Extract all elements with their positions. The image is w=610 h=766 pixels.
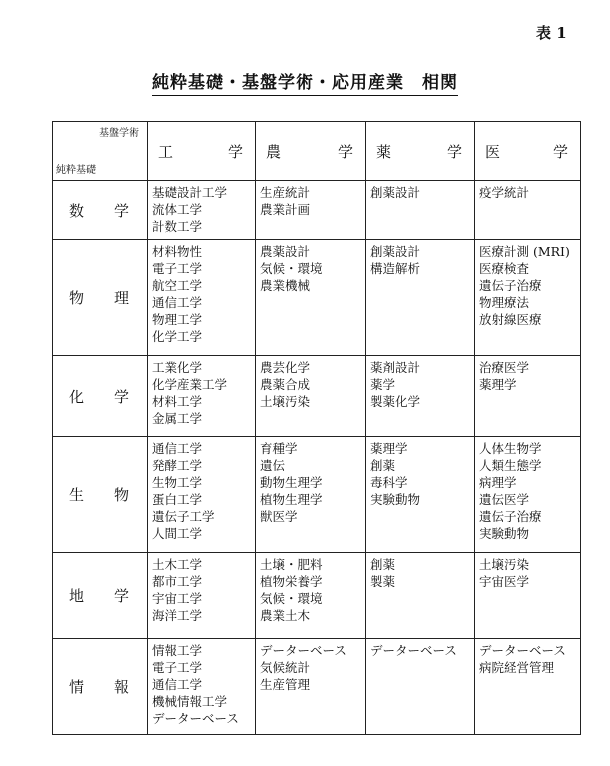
table-cell — [366, 240, 475, 356]
cell-item: 気候・環境 — [260, 261, 323, 276]
cell-item: 材料物性 — [152, 244, 203, 259]
column-header-agriculture: 農 学 — [256, 122, 366, 181]
cell-item: 実験動物 — [370, 492, 421, 507]
cell-item: 化学産業工学 — [152, 377, 228, 392]
cell-item: 放射線医療 — [479, 312, 542, 327]
corner-top-label: 基盤学術 — [99, 128, 139, 139]
cell-item: 植物生理学 — [260, 492, 323, 507]
table-row — [53, 553, 581, 639]
cell-item: データーベース — [370, 643, 457, 658]
cell-item: 動物生理学 — [260, 475, 323, 490]
cell-item: 医療検査 — [479, 261, 530, 276]
row-header: 化 学 — [53, 356, 148, 437]
table-cell — [475, 240, 581, 356]
cell-item: 宇宙医学 — [479, 574, 530, 589]
cell-item: 創薬設計 — [370, 244, 421, 259]
cell-item: 人類生態学 — [479, 458, 542, 473]
table-cell — [256, 437, 366, 553]
row-header: 数 学 — [53, 181, 148, 240]
cell-item: 宇宙工学 — [152, 591, 203, 606]
cell-item: 気候・環境 — [260, 591, 323, 606]
cell-item: 物理療法 — [479, 295, 530, 310]
row-header: 生 物 — [53, 437, 148, 553]
cell-item: 薬学 — [370, 377, 396, 392]
cell-item: 遺伝子治療 — [479, 509, 542, 524]
cell-item: 都市工学 — [152, 574, 203, 589]
cell-item: 実験動物 — [479, 526, 530, 541]
cell-item: 流体工学 — [152, 202, 203, 217]
table-cell — [366, 437, 475, 553]
cell-item: 材料工学 — [152, 394, 203, 409]
cell-item: 人体生物学 — [479, 441, 542, 456]
cell-item: 植物栄養学 — [260, 574, 323, 589]
cell-item: 生産統計 — [260, 185, 311, 200]
cell-item: 創薬 — [370, 458, 396, 473]
cell-item: 海洋工学 — [152, 608, 203, 623]
cell-item: 創薬設計 — [370, 185, 421, 200]
cell-item: 農芸化学 — [260, 360, 311, 375]
table-cell — [148, 181, 256, 240]
corner-cell — [53, 122, 148, 181]
row-header: 地 学 — [53, 553, 148, 639]
cell-item: 病理学 — [479, 475, 517, 490]
column-header-pharmacy: 薬 学 — [366, 122, 475, 181]
row-header: 物 理 — [53, 240, 148, 356]
table-cell — [366, 639, 475, 735]
cell-item: 土木工学 — [152, 557, 203, 572]
cell-item: 農薬合成 — [260, 377, 311, 392]
cell-item: 疫学統計 — [479, 185, 530, 200]
table-cell — [148, 437, 256, 553]
cell-item: 通信工学 — [152, 295, 203, 310]
cell-item: 遺伝子工学 — [152, 509, 215, 524]
cell-item: 農業計画 — [260, 202, 311, 217]
table-number: 表 1 — [536, 24, 567, 42]
cell-item: 化学工学 — [152, 329, 203, 344]
table-cell — [148, 240, 256, 356]
cell-item: データーベース — [479, 643, 566, 658]
table-cell — [256, 240, 366, 356]
cell-item: 構造解析 — [370, 261, 421, 276]
cell-item: 電子工学 — [152, 660, 203, 675]
cell-item: 物理工学 — [152, 312, 203, 327]
cell-item: 電子工学 — [152, 261, 203, 276]
cell-item: 土壌・肥料 — [260, 557, 323, 572]
page-title: 純粋基礎・基盤学術・応用産業 相関 — [0, 68, 610, 93]
correlation-table — [52, 121, 581, 735]
table-row — [53, 181, 581, 240]
cell-item: 土壌汚染 — [479, 557, 530, 572]
cell-item: 製薬 — [370, 574, 396, 589]
table-cell — [256, 553, 366, 639]
cell-item: 薬理学 — [479, 377, 517, 392]
cell-item: 通信工学 — [152, 677, 203, 692]
cell-item: 情報工学 — [152, 643, 203, 658]
cell-item: 農業機械 — [260, 278, 311, 293]
table-row — [53, 639, 581, 735]
cell-item: 遺伝医学 — [479, 492, 530, 507]
cell-item: 薬理学 — [370, 441, 408, 456]
cell-item: 医療計測 (MRI) — [479, 244, 570, 259]
table-cell — [148, 553, 256, 639]
row-header: 情 報 — [53, 639, 148, 735]
table-cell — [256, 639, 366, 735]
table-cell — [475, 639, 581, 735]
table-cell — [475, 553, 581, 639]
cell-item: 農業土木 — [260, 608, 311, 623]
column-header-engineering: 工 学 — [148, 122, 256, 181]
header-row — [53, 122, 581, 181]
table-cell — [366, 553, 475, 639]
cell-item: 生産管理 — [260, 677, 311, 692]
cell-item: 気候統計 — [260, 660, 311, 675]
cell-item: データーベース — [260, 643, 347, 658]
table-cell — [475, 437, 581, 553]
cell-item: 獣医学 — [260, 509, 298, 524]
cell-item: 金属工学 — [152, 411, 203, 426]
cell-item: 土壌汚染 — [260, 394, 311, 409]
cell-item: 治療医学 — [479, 360, 530, 375]
cell-item: 工業化学 — [152, 360, 203, 375]
table-cell — [475, 356, 581, 437]
cell-item: 製薬化学 — [370, 394, 421, 409]
table-cell — [366, 356, 475, 437]
cell-item: 人間工学 — [152, 526, 203, 541]
table-cell — [475, 181, 581, 240]
cell-item: 毒科学 — [370, 475, 408, 490]
table-cell — [256, 356, 366, 437]
cell-item: 創薬 — [370, 557, 396, 572]
cell-item: 病院経営管理 — [479, 660, 555, 675]
corner-bottom-label: 純粋基礎 — [56, 165, 96, 176]
cell-item: 薬剤設計 — [370, 360, 421, 375]
table-cell — [148, 639, 256, 735]
table-row — [53, 437, 581, 553]
cell-item: 航空工学 — [152, 278, 203, 293]
cell-item: 農薬設計 — [260, 244, 311, 259]
cell-item: 機械情報工学 — [152, 694, 228, 709]
table-row — [53, 240, 581, 356]
cell-item: 育種学 — [260, 441, 298, 456]
cell-item: 遺伝子治療 — [479, 278, 542, 293]
column-header-medicine: 医 学 — [475, 122, 581, 181]
cell-item: 通信工学 — [152, 441, 203, 456]
cell-item: 生物工学 — [152, 475, 203, 490]
table-cell — [148, 356, 256, 437]
cell-item: 基礎設計工学 — [152, 185, 228, 200]
table-row — [53, 356, 581, 437]
cell-item: 遺伝 — [260, 458, 286, 473]
cell-item: データーベース — [152, 711, 239, 726]
cell-item: 計数工学 — [152, 219, 203, 234]
cell-item: 発酵工学 — [152, 458, 203, 473]
table-cell — [366, 181, 475, 240]
table-cell — [256, 181, 366, 240]
cell-item: 蛋白工学 — [152, 492, 203, 507]
